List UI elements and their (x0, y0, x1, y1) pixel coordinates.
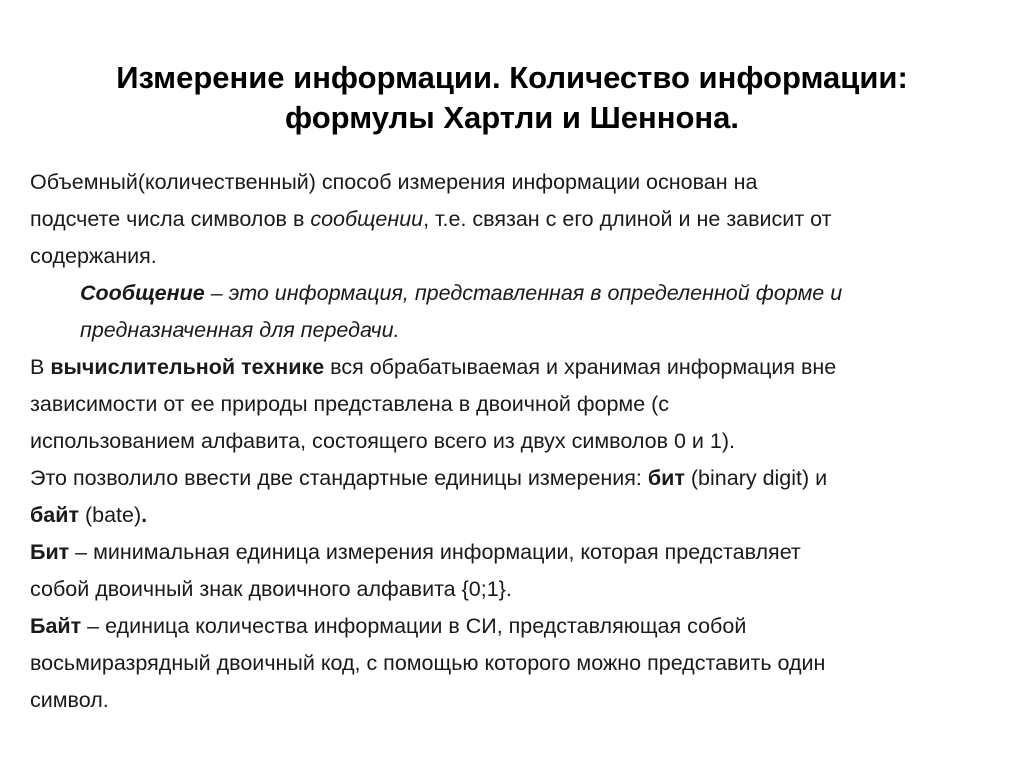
text-segment: – единица количества информации в СИ, представляющая собой (81, 614, 747, 638)
term-byte: байт (30, 503, 79, 527)
paragraph-volumetric-line-1: Объемный(количественный) способ измерения информации основан на (30, 170, 758, 194)
term-computing: вычислительной технике (50, 355, 325, 379)
text-segment: , т.е. связан с его длиной и не зависит от (423, 207, 832, 231)
paragraph-volumetric-line-2 (30, 201, 1010, 238)
text-segment: . (141, 503, 148, 527)
definition-byte-line-1 (30, 608, 1010, 645)
definition-bit-line-1 (30, 534, 1010, 571)
definition-byte-line-3: символ. (30, 688, 109, 712)
text-segment: – минимальная единица измерения информации, которая представляет (69, 540, 801, 564)
paragraph-computing-line-3: использованием алфавита, состоящего всего из двух символов 0 и 1). (30, 429, 735, 453)
paragraph-computing-line-1 (30, 349, 1010, 386)
term-bit-definition: Бит (30, 540, 70, 564)
slide-body (30, 164, 1010, 719)
definition-message-line-1 (30, 275, 1010, 312)
text-segment: Это позволило ввести две стандартные единицы измерения: (30, 466, 648, 490)
definition-byte-line-2: восьмиразрядный двоичный код, с помощью которого можно представить один (30, 651, 826, 675)
text-segment: подсчете числа символов в (30, 207, 311, 231)
text-segment: (bate) (78, 503, 142, 527)
paragraph-units-line-2 (30, 497, 1010, 534)
paragraph-computing-line-2: зависимости от ее природы представлена в двоичной форме (с (30, 392, 670, 416)
text-segment: вся обрабатываемая и хранимая информация вне (324, 355, 837, 379)
paragraph-units-line-1 (30, 460, 1010, 497)
title-line-1: Измерение информации. Количество информации: (116, 60, 908, 95)
slide-title (40, 58, 984, 138)
text-segment: – это информация, представленная в определенной форме и (204, 281, 843, 305)
italic-term-message: сообщении (310, 207, 424, 231)
term-byte-definition: Байт (30, 614, 82, 638)
text-segment: (binary digit) и (684, 466, 828, 490)
text-segment: В (30, 355, 51, 379)
term-message: Сообщение (80, 281, 205, 305)
term-bit: бит (647, 466, 685, 490)
definition-message-line-2: предназначенная для передачи. (80, 318, 400, 342)
title-line-2: формулы Хартли и Шеннона. (285, 100, 739, 135)
paragraph-volumetric-line-3: содержания. (30, 244, 157, 268)
definition-bit-line-2: собой двоичный знак двоичного алфавита {0;1}. (30, 577, 512, 601)
